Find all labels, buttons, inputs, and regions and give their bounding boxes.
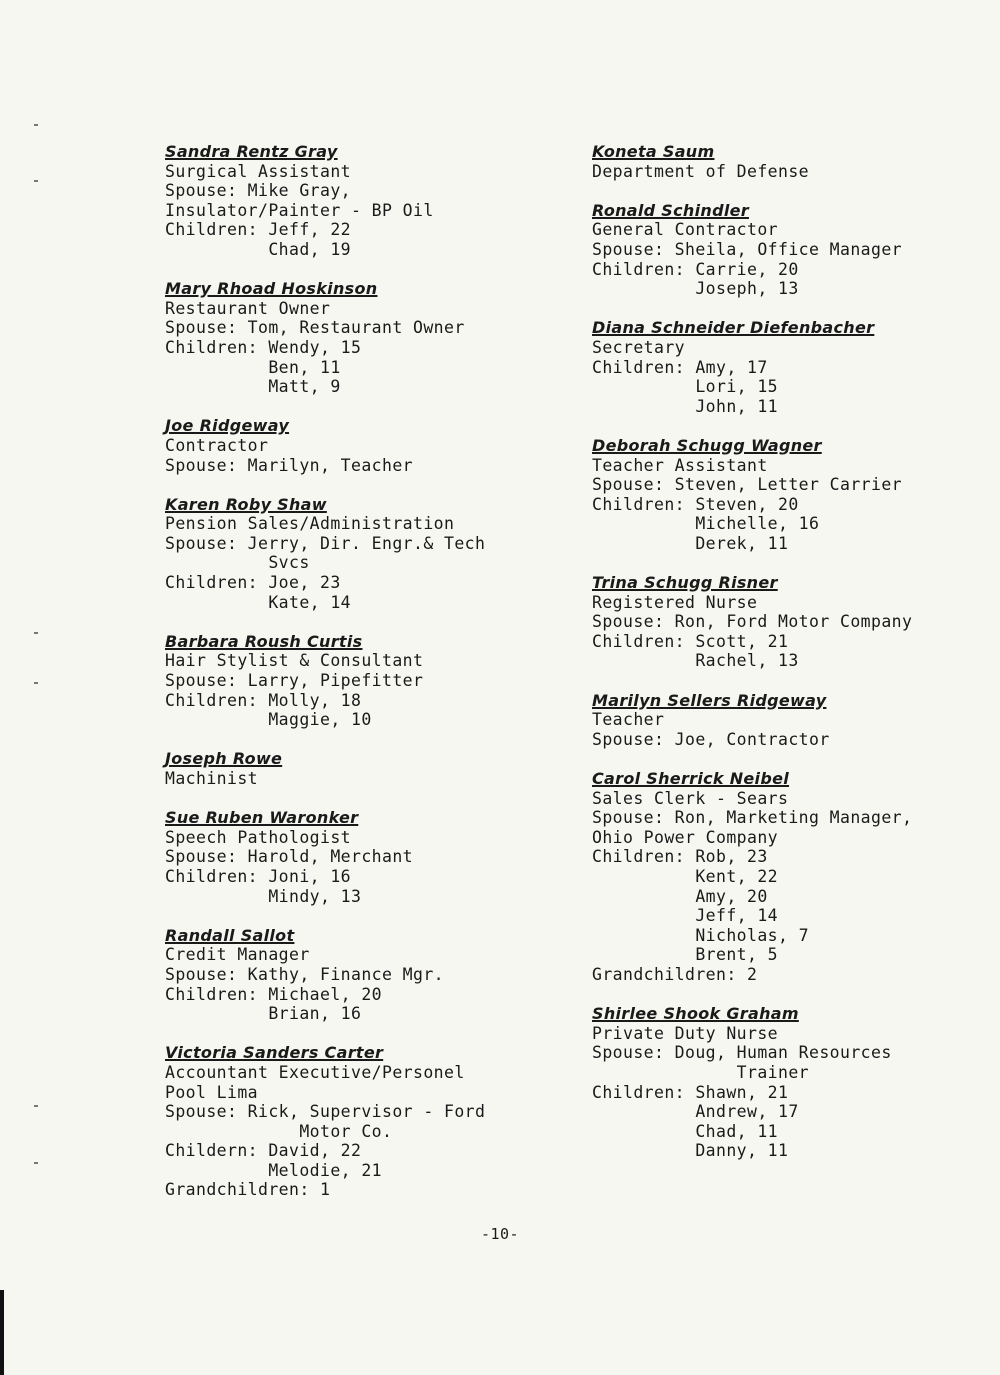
directory-entry	[165, 632, 565, 730]
directory-entry	[592, 691, 992, 750]
entry-detail-line: Spouse: Rick, Supervisor - Ford	[165, 1102, 486, 1122]
person-name: Karen Roby Shaw	[165, 494, 327, 514]
entry-detail-line: Spouse: Kathy, Finance Mgr.	[165, 964, 445, 984]
entry-detail-line: Amy, 20	[592, 886, 768, 906]
entry-detail-line: Melodie, 21	[165, 1160, 383, 1180]
entry-detail-line: Restaurant Owner	[165, 298, 331, 318]
entry-detail-line: Accountant Executive/Personel	[165, 1062, 465, 1082]
person-name: Barbara Roush Curtis	[165, 631, 363, 651]
entry-detail-line: Registered Nurse	[592, 592, 758, 612]
entry-detail-line: Spouse: Sheila, Office Manager	[592, 239, 903, 259]
entry-detail-line: John, 11	[592, 396, 779, 416]
entry-detail-line: Grandchildren: 1	[165, 1180, 331, 1200]
directory-entry	[165, 808, 565, 906]
directory-entry	[592, 142, 992, 181]
scan-mark	[34, 124, 38, 126]
entry-detail-line: Machinist	[165, 769, 259, 788]
entry-detail-line: Spouse: Ron, Ford Motor Company	[592, 612, 913, 632]
directory-entry	[592, 436, 992, 554]
entry-detail-line: Derek, 11	[592, 533, 789, 553]
entry-detail-line: Contractor	[165, 435, 269, 455]
entry-detail-line: Spouse: Joe, Contractor	[592, 729, 830, 749]
person-name: Deborah Schugg Wagner	[592, 435, 822, 455]
entry-detail-line: Spouse: Mike Gray,	[165, 181, 352, 201]
entry-detail-line: Hair Stylist & Consultant	[165, 651, 424, 671]
entry-detail-line: Children: Shawn, 21	[592, 1082, 789, 1102]
entry-detail-line: Grandchildren: 2	[592, 964, 758, 984]
entry-detail-line: Spouse: Tom, Restaurant Owner	[165, 318, 465, 338]
entry-detail-line: Children: Molly, 18	[165, 690, 362, 710]
entry-detail-line: Children: Jeff, 22	[165, 220, 352, 240]
entry-detail-line: Michelle, 16	[592, 514, 820, 534]
entry-detail-line: Spouse: Jerry, Dir. Engr.& Tech	[165, 533, 486, 553]
entry-detail-line: Chad, 19	[165, 239, 352, 259]
entry-detail-line: Children: Michael, 20	[165, 984, 383, 1004]
entry-detail-line: Joseph, 13	[592, 279, 799, 299]
person-name: Marilyn Sellers Ridgeway	[592, 690, 827, 710]
scan-mark	[34, 632, 38, 634]
entry-detail-line: Insulator/Painter - BP Oil	[165, 200, 434, 220]
scan-mark	[34, 1162, 38, 1164]
entry-detail-line: Brent, 5	[592, 945, 779, 965]
person-name: Sue Ruben Waronker	[165, 808, 359, 828]
right-column	[592, 142, 992, 1180]
entry-detail-line: Sales Clerk - Sears	[592, 788, 789, 808]
entry-detail-line: Jeff, 14	[592, 906, 779, 926]
person-name: Trina Schugg Risner	[592, 573, 778, 593]
entry-detail-line: Children: Wendy, 15	[165, 337, 362, 357]
page-number: -10-	[480, 1225, 520, 1243]
entry-detail-line: Spouse: Larry, Pipefitter	[165, 671, 424, 691]
directory-entry	[165, 279, 565, 397]
person-name: Joe Ridgeway	[165, 416, 290, 436]
entry-detail-line: Spouse: Marilyn, Teacher	[165, 455, 414, 475]
entry-detail-line: Svcs	[165, 553, 310, 573]
person-name: Victoria Sanders Carter	[165, 1043, 384, 1063]
entry-detail-line: Kate, 14	[165, 592, 352, 612]
person-name: Joseph Rowe	[165, 749, 283, 769]
entry-detail-line: Spouse: Harold, Merchant	[165, 847, 414, 867]
scan-mark	[34, 682, 38, 684]
entry-detail-line: Maggie, 10	[165, 710, 372, 730]
entry-detail-line: Children: Rob, 23	[592, 847, 768, 867]
directory-entry	[592, 1004, 992, 1161]
entry-detail-line: Trainer	[592, 1062, 810, 1082]
person-name: Sandra Rentz Gray	[165, 142, 338, 161]
entry-detail-line: Children: Scott, 21	[592, 631, 789, 651]
person-name: Koneta Saum	[592, 142, 715, 161]
entry-detail-line: Credit Manager	[165, 945, 310, 965]
entry-detail-line: Secretary	[592, 337, 686, 357]
directory-entry	[165, 1043, 565, 1200]
entry-detail-line: Children: Joe, 23	[165, 573, 341, 593]
entry-detail-line: Childern: David, 22	[165, 1141, 362, 1161]
entry-detail-line: Mindy, 13	[165, 886, 362, 906]
directory-entry	[165, 495, 565, 613]
directory-entry	[592, 318, 992, 416]
entry-detail-line: Nicholas, 7	[592, 925, 810, 945]
entry-detail-line: Spouse: Steven, Letter Carrier	[592, 475, 903, 495]
person-name: Randall Sallot	[165, 925, 295, 945]
entry-detail-line: Children: Amy, 17	[592, 357, 768, 377]
entry-detail-line: Speech Pathologist	[165, 827, 352, 847]
entry-detail-line: Ohio Power Company	[592, 827, 779, 847]
left-column	[165, 142, 565, 1220]
entry-detail-line: Pool Lima	[165, 1082, 259, 1102]
entry-detail-line: Ben, 11	[165, 357, 341, 377]
scan-mark	[34, 1105, 38, 1107]
person-name: Shirlee Shook Graham	[592, 1004, 799, 1024]
directory-entry	[592, 769, 992, 985]
person-name: Ronald Schindler	[592, 200, 749, 220]
entry-detail-line: Surgical Assistant	[165, 161, 352, 181]
entry-detail-line: Chad, 11	[592, 1121, 779, 1141]
entry-detail-line: Pension Sales/Administration	[165, 514, 455, 534]
entry-detail-line: Andrew, 17	[592, 1102, 799, 1122]
directory-entry	[165, 749, 565, 788]
entry-detail-line: Children: Carrie, 20	[592, 259, 799, 279]
entry-detail-line: Teacher Assistant	[592, 455, 768, 475]
directory-entry	[592, 201, 992, 299]
directory-entry	[165, 926, 565, 1024]
entry-detail-line: Danny, 11	[592, 1141, 789, 1161]
directory-entry	[165, 142, 565, 260]
entry-detail-line: Motor Co.	[165, 1121, 393, 1141]
scan-edge-shadow	[0, 1290, 4, 1375]
entry-detail-line: General Contractor	[592, 220, 779, 240]
entry-detail-line: Kent, 22	[592, 866, 779, 886]
directory-entry	[165, 416, 565, 475]
entry-detail-line: Brian, 16	[165, 1004, 362, 1024]
entry-detail-line: Matt, 9	[165, 377, 341, 397]
entry-detail-line: Department of Defense	[592, 161, 810, 181]
entry-detail-line: Private Duty Nurse	[592, 1023, 779, 1043]
entry-detail-line: Children: Steven, 20	[592, 494, 799, 514]
person-name: Mary Rhoad Hoskinson	[165, 279, 378, 299]
directory-entry	[592, 573, 992, 671]
entry-detail-line: Teacher	[592, 710, 665, 730]
entry-detail-line: Lori, 15	[592, 377, 779, 397]
person-name: Carol Sherrick Neibel	[592, 769, 790, 788]
entry-detail-line: Spouse: Doug, Human Resources	[592, 1043, 892, 1063]
person-name: Diana Schneider Diefenbacher	[592, 318, 875, 338]
entry-detail-line: Rachel, 13	[592, 651, 799, 671]
entry-detail-line: Children: Joni, 16	[165, 866, 352, 886]
scan-mark	[34, 180, 38, 182]
entry-detail-line: Spouse: Ron, Marketing Manager,	[592, 808, 913, 828]
